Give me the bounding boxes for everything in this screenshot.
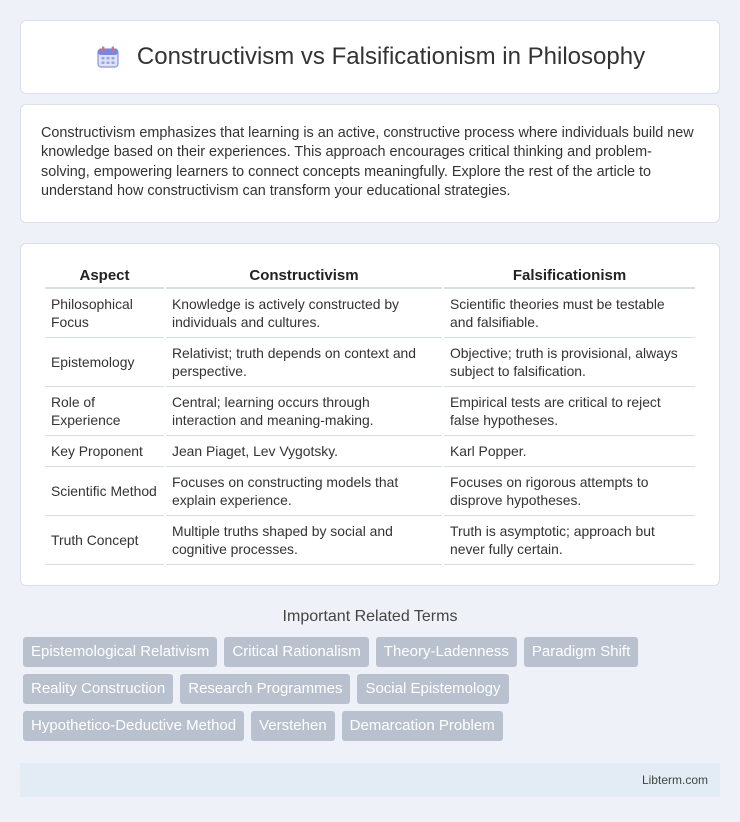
footer-brand-link[interactable]: Libterm.com xyxy=(641,772,708,787)
column-header-constructivism: Constructivism xyxy=(166,264,442,289)
table-cell-falsificationism: Scientific theories must be testable and falsifiable. xyxy=(444,289,695,338)
tag-hypothetico-deductive-method[interactable]: Hypothetico-Deductive Method xyxy=(23,711,244,741)
tag-demarcation-problem[interactable]: Demarcation Problem xyxy=(342,711,503,741)
tag-social-epistemology[interactable]: Social Epistemology xyxy=(357,674,508,704)
table-cell-aspect: Philosophical Focus xyxy=(45,289,164,338)
table-row xyxy=(45,436,695,467)
table-cell-aspect: Epistemology xyxy=(45,338,164,387)
tag-theory-ladenness[interactable]: Theory-Ladenness xyxy=(376,637,517,667)
table-row xyxy=(45,289,695,338)
table-cell-constructivism: Jean Piaget, Lev Vygotsky. xyxy=(166,436,442,467)
title-card xyxy=(20,20,720,94)
table-cell-falsificationism: Karl Popper. xyxy=(444,436,695,467)
table-row xyxy=(45,387,695,436)
related-terms-heading: Important Related Terms xyxy=(282,607,458,625)
table-cell-falsificationism: Objective; truth is provisional, always subject to falsification. xyxy=(444,338,695,387)
table-cell-constructivism: Relativist; truth depends on context and perspective. xyxy=(166,338,442,387)
table-cell-constructivism: Multiple truths shaped by social and cognitive processes. xyxy=(166,516,442,565)
column-header-aspect: Aspect xyxy=(45,264,164,289)
table-cell-constructivism: Knowledge is actively constructed by individuals and cultures. xyxy=(166,289,442,338)
tag-epistemological-relativism[interactable]: Epistemological Relativism xyxy=(23,637,217,667)
tag-research-programmes[interactable]: Research Programmes xyxy=(180,674,350,704)
comparison-card xyxy=(20,243,720,586)
table-cell-falsificationism: Truth is asymptotic; approach but never fully certain. xyxy=(444,516,695,565)
related-terms-section xyxy=(20,608,720,741)
tag-reality-construction[interactable]: Reality Construction xyxy=(23,674,173,704)
table-row xyxy=(45,516,695,565)
page-title: Constructivism vs Falsificationism in Philosophy xyxy=(136,43,646,70)
footer xyxy=(20,763,720,797)
table-cell-constructivism: Focuses on constructing models that explain experience. xyxy=(166,467,442,516)
table-cell-aspect: Key Proponent xyxy=(45,436,164,467)
table-cell-aspect: Role of Experience xyxy=(45,387,164,436)
table-cell-aspect: Truth Concept xyxy=(45,516,164,565)
table-cell-falsificationism: Empirical tests are critical to reject false hypotheses. xyxy=(444,387,695,436)
tag-critical-rationalism[interactable]: Critical Rationalism xyxy=(224,637,368,667)
table-cell-aspect: Scientific Method xyxy=(45,467,164,516)
comparison-table xyxy=(43,264,697,565)
related-terms-tags xyxy=(20,637,720,741)
table-cell-falsificationism: Focuses on rigorous attempts to disprove hypotheses. xyxy=(444,467,695,516)
table-row xyxy=(45,338,695,387)
table-row xyxy=(45,467,695,516)
table-header-row xyxy=(45,264,695,289)
intro-card xyxy=(20,104,720,223)
calendar-icon xyxy=(95,44,121,70)
intro-text: Constructivism emphasizes that learning is an active, constructive process where individuals build new knowledge based on their experiences. This approach encourages critical thinking and problem-solving, empowering learners to connect concepts meaningfully. Explore the rest of the article to understand how constructivism can transform your educational strategies. xyxy=(41,125,694,200)
column-header-falsificationism: Falsificationism xyxy=(444,264,695,289)
tag-verstehen[interactable]: Verstehen xyxy=(251,711,335,741)
table-cell-constructivism: Central; learning occurs through interaction and meaning-making. xyxy=(166,387,442,436)
tag-paradigm-shift[interactable]: Paradigm Shift xyxy=(524,637,638,667)
